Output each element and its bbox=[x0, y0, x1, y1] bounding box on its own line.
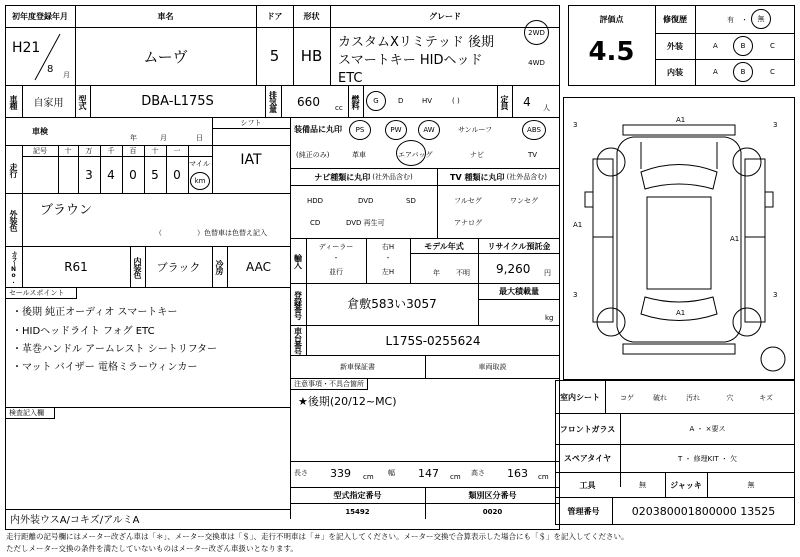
divider bbox=[5, 246, 290, 247]
score-value: 4.5 bbox=[588, 37, 635, 67]
tire-mark-fl: 3 bbox=[573, 121, 578, 129]
shift-value: IAT bbox=[240, 152, 262, 168]
interior-b: B bbox=[740, 68, 746, 76]
equip-aw-circle bbox=[418, 120, 440, 140]
divider bbox=[410, 253, 560, 254]
spare-label: スペアタイヤ bbox=[563, 454, 612, 463]
tire-mark-fr: 3 bbox=[773, 121, 778, 129]
navi-sd: SD bbox=[406, 197, 416, 205]
equip-abs: ABS bbox=[527, 126, 541, 134]
length-unit: cm bbox=[363, 473, 374, 481]
inspection-month-unit: 月 bbox=[160, 134, 167, 142]
height-unit: cm bbox=[538, 473, 549, 481]
sales-point-label: セールスポイント bbox=[9, 289, 65, 297]
mileage-record-label: 記号 bbox=[33, 147, 47, 155]
windshield bbox=[641, 165, 717, 190]
type-no-label: 型式指定番号 bbox=[333, 491, 382, 500]
jack-value: 無 bbox=[747, 481, 755, 489]
equip-abs-circle bbox=[522, 120, 546, 140]
fuel-g: G bbox=[373, 97, 379, 105]
length-value: 339 bbox=[330, 466, 351, 480]
divider bbox=[22, 193, 23, 246]
tv-label bbox=[437, 169, 560, 185]
equip-ps: PS bbox=[355, 126, 365, 134]
equip-airbag: エアバッグ bbox=[398, 151, 433, 159]
exterior-a: A bbox=[713, 42, 718, 50]
reg-month-unit: 月 bbox=[63, 71, 70, 79]
fuel-label: 燃料 bbox=[351, 94, 360, 109]
unit-header: 一 bbox=[173, 147, 181, 155]
class-no-label: 類別区分番号 bbox=[468, 491, 517, 500]
color-label: 外装色 bbox=[9, 209, 18, 231]
tv-fullseg: フルセグ bbox=[454, 197, 482, 205]
equip-sunroof: サンルーフ bbox=[458, 126, 493, 134]
mgmt-value: 020380001800000 13525 bbox=[631, 505, 776, 518]
mileage-digit: 3 bbox=[85, 168, 93, 182]
rear-bumper bbox=[623, 344, 735, 354]
mgmt-label: 管理番号 bbox=[567, 507, 600, 516]
exterior-b: B bbox=[740, 42, 746, 50]
grade-value: カスタムXリミテッド 後期 スマートキー HIDヘッド ETC bbox=[338, 35, 495, 86]
equip-aw: AW bbox=[423, 126, 435, 134]
left-side bbox=[593, 159, 613, 322]
use-value: 自家用 bbox=[33, 98, 64, 109]
car-outline-svg bbox=[563, 97, 795, 380]
recycle-label: リサイクル預託金 bbox=[487, 241, 551, 251]
repair-no: 無 bbox=[757, 15, 765, 23]
chassis-value: L175S-0255624 bbox=[385, 333, 481, 348]
ac-label: 冷房 bbox=[215, 260, 224, 274]
unit-header: 万 bbox=[85, 147, 93, 155]
front-bumper bbox=[623, 125, 735, 135]
tools-label: 工具 bbox=[579, 480, 596, 490]
navi-sub: (社外品含む) bbox=[372, 173, 413, 181]
fuel-other: ( ) bbox=[452, 97, 460, 105]
seat-opt: 汚れ bbox=[686, 394, 700, 402]
length-label: 長さ bbox=[294, 469, 308, 477]
unit-header: 百 bbox=[129, 147, 137, 155]
interior-color-value: ブラック bbox=[156, 261, 201, 274]
plate-label: 登録番号 bbox=[293, 291, 303, 319]
divider bbox=[5, 509, 290, 510]
repair-label: 修復歴 bbox=[663, 15, 687, 24]
hand-r: 右H bbox=[381, 243, 395, 251]
sales-point-line: ・後期 純正オーディオ スマートキー bbox=[12, 307, 178, 318]
color-no-label: カラーNo. bbox=[10, 250, 17, 284]
tire-mark-rr: 3 bbox=[773, 291, 778, 299]
equip-pw-circle bbox=[385, 120, 407, 140]
navi-label-text: ナビ種類に丸印 bbox=[314, 172, 371, 182]
shape-label: 形状 bbox=[303, 11, 320, 21]
reg-year-label: 初年度登録年月 bbox=[12, 11, 68, 21]
unit-header: 千 bbox=[107, 147, 115, 155]
width-label: 幅 bbox=[388, 469, 395, 477]
color-note: （ ）色替車は色替え記入 bbox=[155, 229, 267, 237]
equip-pw: PW bbox=[390, 126, 402, 134]
footer-line-2: ただしメーター交換の条件を満たしていないものはメーター改ざん車扱いとなります。 bbox=[6, 544, 298, 553]
a1-mark-rear: A1 bbox=[676, 309, 686, 317]
mile-label: マイル bbox=[189, 160, 210, 168]
recycle-value: 9,260 bbox=[496, 262, 531, 276]
model-value: DBA-L175S bbox=[141, 94, 214, 109]
mileage-label: 走行 bbox=[9, 162, 18, 177]
displacement-label: 排気量 bbox=[268, 91, 278, 112]
score-label: 評価点 bbox=[599, 14, 624, 24]
km-circle bbox=[190, 172, 210, 190]
glass-label: フロントガラス bbox=[559, 424, 616, 434]
dealer-sub: 並行 bbox=[329, 268, 343, 276]
seat-opt: 破れ bbox=[653, 394, 667, 402]
equip-tv: TV bbox=[528, 151, 538, 159]
reg-month-value: 8 bbox=[47, 63, 54, 75]
inspection-day-unit: 日 bbox=[196, 134, 203, 142]
manual-label: 車両取説 bbox=[478, 363, 507, 371]
max-load-unit: kg bbox=[545, 314, 554, 322]
divider bbox=[22, 156, 212, 157]
inspection-label: 車検 bbox=[32, 127, 48, 136]
divider bbox=[363, 85, 364, 117]
mileage-digit: 5 bbox=[151, 168, 159, 182]
jack-label: ジャッキ bbox=[670, 480, 702, 490]
interior-color-label: 内装色 bbox=[133, 256, 142, 278]
tire-mark-rl: 3 bbox=[573, 291, 578, 299]
capacity-label: 定員 bbox=[500, 94, 509, 109]
divider bbox=[188, 145, 189, 193]
dot: ・ bbox=[332, 254, 340, 262]
tv-sub: (社外品含む) bbox=[506, 173, 547, 181]
capacity-value: 4 bbox=[523, 94, 531, 109]
drive-2wd-circle bbox=[524, 20, 549, 45]
car-name-label: 車名 bbox=[157, 11, 174, 21]
type-no-value: 15492 bbox=[345, 507, 370, 516]
spare-value: T ・ 修理KIT ・ 欠 bbox=[677, 454, 738, 463]
divider bbox=[5, 193, 290, 194]
divider bbox=[290, 461, 560, 462]
drive-4wd: 4WD bbox=[528, 59, 545, 67]
navi-dvd: DVD bbox=[358, 197, 374, 205]
equipment-label: 装備品に丸印 bbox=[294, 124, 342, 134]
inspector-value: 内外装ウスA/コキズ/アルミA bbox=[10, 515, 140, 526]
repair-no-circle bbox=[751, 9, 771, 29]
chassis-label: 車台番号 bbox=[293, 326, 303, 355]
shift-label: シフト bbox=[240, 119, 262, 127]
dot: ・ bbox=[741, 16, 748, 24]
glass-value: A ・ ×要ス bbox=[689, 425, 726, 433]
exterior-label: 外装 bbox=[667, 42, 683, 51]
sales-point-line: ・HIDヘッドライト フォグ ETC bbox=[12, 326, 155, 337]
navi-dvd-play: DVD 再生可 bbox=[346, 219, 385, 227]
equip-navi: ナビ bbox=[470, 151, 484, 159]
sales-point-line: ・マット バイザー 電格ミラーウィンカー bbox=[12, 362, 198, 373]
sales-point-line: ・革巻ハンドル アームレスト シートリフター bbox=[12, 344, 218, 355]
color-value: ブラウン bbox=[40, 202, 93, 218]
notes-value: ★後期(20/12~MC) bbox=[298, 395, 397, 408]
height-value: 163 bbox=[507, 466, 528, 480]
grade-label: グレード bbox=[429, 11, 461, 21]
class-no-value: 0020 bbox=[482, 507, 503, 516]
ac-value: AAC bbox=[246, 260, 271, 274]
import-label: 輸入 bbox=[293, 254, 303, 268]
displacement-unit: cc bbox=[335, 104, 343, 112]
interior-a: A bbox=[713, 68, 718, 76]
capacity-unit: 人 bbox=[543, 104, 550, 112]
a1-mark-side: A1 bbox=[730, 235, 740, 243]
tv-analog: アナログ bbox=[454, 219, 482, 227]
doors-value: 5 bbox=[269, 47, 280, 65]
tools-value: 無 bbox=[639, 481, 646, 489]
divider bbox=[290, 185, 560, 186]
interior-c: C bbox=[770, 68, 775, 76]
car-name-value: ムーヴ bbox=[143, 47, 188, 66]
model-label: 型式 bbox=[78, 94, 87, 109]
model-year-label: モデル年式 bbox=[424, 241, 464, 251]
shape-value: HB bbox=[300, 47, 323, 65]
dealer-label: ディーラー bbox=[318, 243, 354, 251]
interior-label: 内装 bbox=[667, 68, 683, 77]
seat-opt: キズ bbox=[759, 394, 773, 402]
doors-label: ドア bbox=[266, 11, 283, 21]
height-label: 高さ bbox=[471, 469, 485, 477]
repair-yes: 有 bbox=[727, 16, 734, 24]
roof bbox=[647, 197, 711, 289]
model-year-value: 不明 bbox=[456, 269, 470, 277]
seat-opt: コゲ bbox=[620, 394, 634, 402]
divider bbox=[212, 128, 290, 129]
max-load-label: 最大積載量 bbox=[499, 287, 539, 296]
tv-label-text: TV 種類に丸印 bbox=[450, 172, 505, 182]
hand-l: 左H bbox=[381, 268, 395, 276]
exterior-b-circle bbox=[733, 36, 753, 56]
unit-header: 十 bbox=[151, 147, 159, 155]
model-year-unit: 年 bbox=[433, 269, 440, 277]
interior-b-circle bbox=[733, 62, 753, 82]
navi-cd: CD bbox=[310, 219, 321, 227]
fuel-hv: HV bbox=[422, 97, 433, 105]
warranty-label: 新車保証書 bbox=[340, 363, 375, 371]
inspection-year-unit: 年 bbox=[130, 134, 137, 142]
tv-oneseg: ワンセグ bbox=[510, 197, 538, 205]
notes-label: 注意事項・不具合箇所 bbox=[294, 380, 364, 388]
drive-2wd: 2WD bbox=[528, 28, 545, 37]
mileage-digit: 0 bbox=[129, 168, 137, 182]
fuel-g-circle bbox=[366, 91, 386, 111]
width-unit: cm bbox=[450, 473, 461, 481]
navi-hdd: HDD bbox=[307, 197, 324, 205]
divider bbox=[605, 380, 606, 413]
divider bbox=[478, 299, 560, 300]
displacement-value: 660 bbox=[297, 94, 320, 109]
equipment-sublabel: (純正のみ) bbox=[296, 151, 330, 159]
plate-value: 倉敷583い3057 bbox=[347, 296, 437, 311]
divider bbox=[5, 27, 560, 28]
a1-mark-left: A1 bbox=[573, 221, 583, 229]
mileage-digit: 4 bbox=[107, 168, 115, 182]
use-label: 車種 bbox=[9, 94, 18, 109]
dot: ・ bbox=[384, 254, 392, 262]
divider bbox=[695, 5, 696, 86]
a1-mark-front: A1 bbox=[676, 116, 686, 124]
reg-year-value: H21 bbox=[12, 40, 41, 56]
seat-label: 室内シート bbox=[560, 392, 600, 402]
mileage-digit: 0 bbox=[173, 168, 181, 182]
navi-label bbox=[290, 169, 437, 185]
unit-header: 十 bbox=[64, 147, 72, 155]
equip-leather: 革車 bbox=[352, 151, 366, 159]
recycle-unit: 円 bbox=[544, 269, 551, 277]
equip-ps-circle bbox=[349, 120, 371, 140]
width-value: 147 bbox=[418, 466, 439, 480]
inspector-label: 検査記入欄 bbox=[9, 409, 44, 417]
seat-opt: 穴 bbox=[726, 394, 734, 402]
footer-line-1: 走行距離の記号欄にはメーター改ざん車は「＊」、メーター交換車は「＄」、走行不明車は「＃」を記入してください。メーター交換で合算表示した場合にも「＄」を記入してください。 bbox=[6, 532, 629, 541]
fuel-d: D bbox=[398, 97, 404, 105]
exterior-c: C bbox=[770, 42, 775, 50]
right-side bbox=[745, 159, 765, 322]
km-label: km bbox=[194, 177, 206, 185]
color-no-value: R61 bbox=[64, 260, 88, 274]
